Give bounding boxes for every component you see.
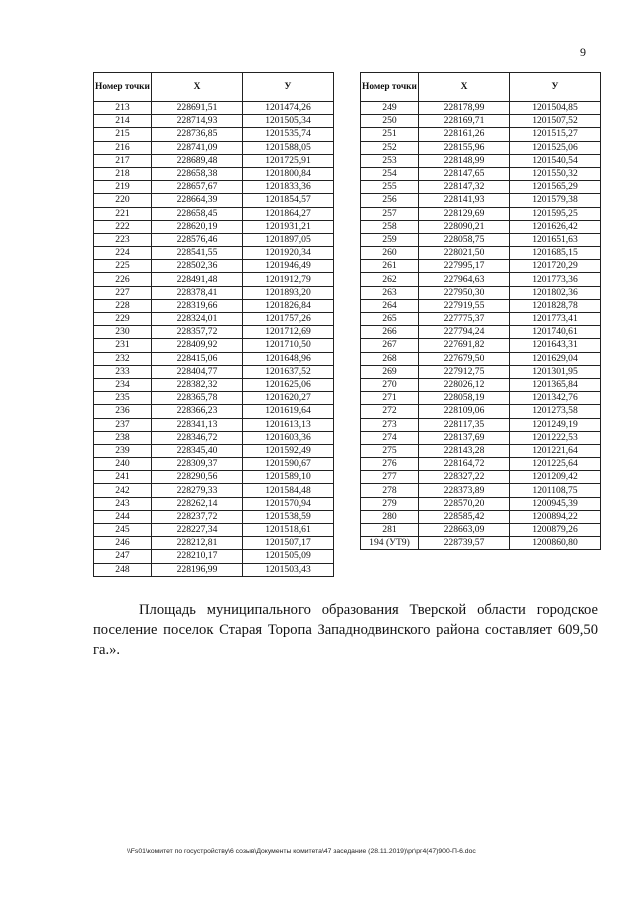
table-row bbox=[94, 154, 334, 167]
y-coordinate-cell: 1201931,21 bbox=[243, 220, 334, 233]
x-coordinate-cell: 228169,71 bbox=[419, 115, 510, 128]
point-number-cell: 216 bbox=[94, 141, 152, 154]
point-number-cell: 247 bbox=[94, 550, 152, 563]
x-coordinate-cell: 228196,99 bbox=[152, 563, 243, 576]
table-row bbox=[94, 510, 334, 523]
point-number-cell: 257 bbox=[361, 207, 419, 220]
table-row bbox=[94, 378, 334, 391]
x-coordinate-cell: 227691,82 bbox=[419, 339, 510, 352]
table-row bbox=[361, 405, 601, 418]
x-coordinate-cell: 228404,77 bbox=[152, 365, 243, 378]
y-coordinate-cell: 1201225,64 bbox=[510, 458, 601, 471]
x-coordinate-cell: 228689,48 bbox=[152, 154, 243, 167]
table-row bbox=[94, 537, 334, 550]
table-row bbox=[94, 220, 334, 233]
y-coordinate-cell: 1201588,05 bbox=[243, 141, 334, 154]
table-row bbox=[94, 313, 334, 326]
document-file-path: \\Fs01\комитет по госустройству\6 созыв\Документы комитета\47 заседание (28.11.2019)\рг\рг4(47)900-П-6.doc bbox=[127, 848, 476, 855]
table-row bbox=[361, 220, 601, 233]
y-coordinate-cell: 1201651,63 bbox=[510, 233, 601, 246]
y-coordinate-cell: 1201249,19 bbox=[510, 418, 601, 431]
table-row bbox=[361, 444, 601, 457]
header-x: X bbox=[419, 73, 510, 102]
y-coordinate-cell: 1201712,69 bbox=[243, 326, 334, 339]
header-x: X bbox=[152, 73, 243, 102]
point-number-cell: 250 bbox=[361, 115, 419, 128]
y-coordinate-cell: 1201503,43 bbox=[243, 563, 334, 576]
point-number-cell: 240 bbox=[94, 458, 152, 471]
table-row bbox=[94, 444, 334, 457]
y-coordinate-cell: 1201221,64 bbox=[510, 444, 601, 457]
point-number-cell: 268 bbox=[361, 352, 419, 365]
x-coordinate-cell: 228279,33 bbox=[152, 484, 243, 497]
x-coordinate-cell: 228366,23 bbox=[152, 405, 243, 418]
x-coordinate-cell: 228664,39 bbox=[152, 194, 243, 207]
point-number-cell: 265 bbox=[361, 313, 419, 326]
coordinates-table-left bbox=[93, 72, 334, 577]
table-row bbox=[94, 326, 334, 339]
x-coordinate-cell: 228178,99 bbox=[419, 102, 510, 115]
table-row bbox=[94, 260, 334, 273]
point-number-cell: 225 bbox=[94, 260, 152, 273]
y-coordinate-cell: 1200860,80 bbox=[510, 537, 601, 550]
point-number-cell: 244 bbox=[94, 510, 152, 523]
area-statement-paragraph: Площадь муниципального образования Тверской области городское поселение поселок Старая Торопа Западнодвинского района составляет 609,50 га.». bbox=[93, 602, 598, 658]
y-coordinate-cell: 1201826,84 bbox=[243, 299, 334, 312]
table-row bbox=[361, 260, 601, 273]
table-row bbox=[361, 458, 601, 471]
x-coordinate-cell: 228164,72 bbox=[419, 458, 510, 471]
point-number-cell: 260 bbox=[361, 247, 419, 260]
x-coordinate-cell: 228210,17 bbox=[152, 550, 243, 563]
y-coordinate-cell: 1201525,06 bbox=[510, 141, 601, 154]
table-row bbox=[94, 563, 334, 576]
y-coordinate-cell: 1201613,13 bbox=[243, 418, 334, 431]
y-coordinate-cell: 1201365,84 bbox=[510, 378, 601, 391]
point-number-cell: 261 bbox=[361, 260, 419, 273]
table-header-row bbox=[361, 73, 601, 102]
point-number-cell: 274 bbox=[361, 431, 419, 444]
x-coordinate-cell: 228658,45 bbox=[152, 207, 243, 220]
point-number-cell: 217 bbox=[94, 154, 152, 167]
x-coordinate-cell: 228491,48 bbox=[152, 273, 243, 286]
x-coordinate-cell: 228058,19 bbox=[419, 392, 510, 405]
point-number-cell: 248 bbox=[94, 563, 152, 576]
y-coordinate-cell: 1201912,79 bbox=[243, 273, 334, 286]
x-coordinate-cell: 227919,55 bbox=[419, 299, 510, 312]
y-coordinate-cell: 1201802,36 bbox=[510, 286, 601, 299]
point-number-cell: 222 bbox=[94, 220, 152, 233]
point-number-cell: 263 bbox=[361, 286, 419, 299]
table-row bbox=[361, 510, 601, 523]
y-coordinate-cell: 1201710,50 bbox=[243, 339, 334, 352]
table-row bbox=[94, 128, 334, 141]
y-coordinate-cell: 1201507,52 bbox=[510, 115, 601, 128]
table-row bbox=[94, 273, 334, 286]
point-number-cell: 215 bbox=[94, 128, 152, 141]
y-coordinate-cell: 1201590,67 bbox=[243, 458, 334, 471]
y-coordinate-cell: 1201301,95 bbox=[510, 365, 601, 378]
point-number-cell: 259 bbox=[361, 233, 419, 246]
y-coordinate-cell: 1201507,17 bbox=[243, 537, 334, 550]
y-coordinate-cell: 1201515,27 bbox=[510, 128, 601, 141]
point-number-cell: 194 (УТ9) bbox=[361, 537, 419, 550]
y-coordinate-cell: 1201620,27 bbox=[243, 392, 334, 405]
x-coordinate-cell: 228155,96 bbox=[419, 141, 510, 154]
y-coordinate-cell: 1201505,34 bbox=[243, 115, 334, 128]
table-row bbox=[94, 550, 334, 563]
y-coordinate-cell: 1201540,54 bbox=[510, 154, 601, 167]
point-number-cell: 229 bbox=[94, 313, 152, 326]
point-number-cell: 233 bbox=[94, 365, 152, 378]
x-coordinate-cell: 228147,65 bbox=[419, 167, 510, 180]
table-row bbox=[94, 141, 334, 154]
y-coordinate-cell: 1201504,85 bbox=[510, 102, 601, 115]
y-coordinate-cell: 1201725,91 bbox=[243, 154, 334, 167]
table-row bbox=[361, 339, 601, 352]
point-number-cell: 234 bbox=[94, 378, 152, 391]
y-coordinate-cell: 1201854,57 bbox=[243, 194, 334, 207]
x-coordinate-cell: 228415,06 bbox=[152, 352, 243, 365]
y-coordinate-cell: 1201893,20 bbox=[243, 286, 334, 299]
x-coordinate-cell: 228365,78 bbox=[152, 392, 243, 405]
x-coordinate-cell: 227679,50 bbox=[419, 352, 510, 365]
x-coordinate-cell: 228026,12 bbox=[419, 378, 510, 391]
table-row bbox=[94, 299, 334, 312]
point-number-cell: 214 bbox=[94, 115, 152, 128]
point-number-cell: 267 bbox=[361, 339, 419, 352]
table-row bbox=[361, 194, 601, 207]
table-row bbox=[361, 167, 601, 180]
y-coordinate-cell: 1201584,48 bbox=[243, 484, 334, 497]
table-row bbox=[361, 154, 601, 167]
y-coordinate-cell: 1201570,94 bbox=[243, 497, 334, 510]
y-coordinate-cell: 1201864,27 bbox=[243, 207, 334, 220]
table-row bbox=[361, 352, 601, 365]
header-y: У bbox=[243, 73, 334, 102]
y-coordinate-cell: 1200945,39 bbox=[510, 497, 601, 510]
table-row bbox=[94, 339, 334, 352]
point-number-cell: 277 bbox=[361, 471, 419, 484]
y-coordinate-cell: 1201828,78 bbox=[510, 299, 601, 312]
table-row bbox=[94, 418, 334, 431]
table-row bbox=[361, 273, 601, 286]
y-coordinate-cell: 1201626,42 bbox=[510, 220, 601, 233]
point-number-cell: 228 bbox=[94, 299, 152, 312]
x-coordinate-cell: 228357,72 bbox=[152, 326, 243, 339]
y-coordinate-cell: 1201579,38 bbox=[510, 194, 601, 207]
table-row bbox=[94, 405, 334, 418]
x-coordinate-cell: 228327,22 bbox=[419, 471, 510, 484]
x-coordinate-cell: 228576,46 bbox=[152, 233, 243, 246]
x-coordinate-cell: 228620,19 bbox=[152, 220, 243, 233]
y-coordinate-cell: 1201946,49 bbox=[243, 260, 334, 273]
point-number-cell: 219 bbox=[94, 181, 152, 194]
y-coordinate-cell: 1201538,59 bbox=[243, 510, 334, 523]
point-number-cell: 237 bbox=[94, 418, 152, 431]
x-coordinate-cell: 228741,09 bbox=[152, 141, 243, 154]
x-coordinate-cell: 228117,35 bbox=[419, 418, 510, 431]
x-coordinate-cell: 228021,50 bbox=[419, 247, 510, 260]
x-coordinate-cell: 227775,37 bbox=[419, 313, 510, 326]
x-coordinate-cell: 228373,89 bbox=[419, 484, 510, 497]
x-coordinate-cell: 228237,72 bbox=[152, 510, 243, 523]
table-row bbox=[361, 128, 601, 141]
y-coordinate-cell: 1201685,15 bbox=[510, 247, 601, 260]
y-coordinate-cell: 1201222,53 bbox=[510, 431, 601, 444]
table-row bbox=[94, 431, 334, 444]
point-number-cell: 243 bbox=[94, 497, 152, 510]
page-number: 9 bbox=[580, 45, 586, 59]
point-number-cell: 238 bbox=[94, 431, 152, 444]
x-coordinate-cell: 228161,26 bbox=[419, 128, 510, 141]
table-row bbox=[94, 286, 334, 299]
table-row bbox=[94, 247, 334, 260]
table-row bbox=[94, 524, 334, 537]
x-coordinate-cell: 228570,20 bbox=[419, 497, 510, 510]
y-coordinate-cell: 1201643,31 bbox=[510, 339, 601, 352]
table-row bbox=[361, 497, 601, 510]
point-number-cell: 266 bbox=[361, 326, 419, 339]
table-row bbox=[94, 497, 334, 510]
y-coordinate-cell: 1201625,06 bbox=[243, 378, 334, 391]
x-coordinate-cell: 228090,21 bbox=[419, 220, 510, 233]
table-row bbox=[94, 484, 334, 497]
x-coordinate-cell: 228148,99 bbox=[419, 154, 510, 167]
table-row bbox=[361, 286, 601, 299]
point-number-cell: 251 bbox=[361, 128, 419, 141]
table-row bbox=[361, 471, 601, 484]
x-coordinate-cell: 228378,41 bbox=[152, 286, 243, 299]
point-number-cell: 275 bbox=[361, 444, 419, 457]
y-coordinate-cell: 1201740,61 bbox=[510, 326, 601, 339]
y-coordinate-cell: 1201833,36 bbox=[243, 181, 334, 194]
table-row bbox=[94, 458, 334, 471]
x-coordinate-cell: 228691,51 bbox=[152, 102, 243, 115]
point-number-cell: 271 bbox=[361, 392, 419, 405]
x-coordinate-cell: 228143,28 bbox=[419, 444, 510, 457]
x-coordinate-cell: 228658,38 bbox=[152, 167, 243, 180]
x-coordinate-cell: 228262,14 bbox=[152, 497, 243, 510]
x-coordinate-cell: 228212,81 bbox=[152, 537, 243, 550]
x-coordinate-cell: 227912,75 bbox=[419, 365, 510, 378]
table-row bbox=[94, 352, 334, 365]
point-number-cell: 245 bbox=[94, 524, 152, 537]
table-row bbox=[94, 181, 334, 194]
point-number-cell: 213 bbox=[94, 102, 152, 115]
point-number-cell: 231 bbox=[94, 339, 152, 352]
table-row bbox=[94, 207, 334, 220]
point-number-cell: 241 bbox=[94, 471, 152, 484]
point-number-cell: 232 bbox=[94, 352, 152, 365]
table-row bbox=[94, 167, 334, 180]
point-number-cell: 221 bbox=[94, 207, 152, 220]
x-coordinate-cell: 228058,75 bbox=[419, 233, 510, 246]
y-coordinate-cell: 1201920,34 bbox=[243, 247, 334, 260]
point-number-cell: 223 bbox=[94, 233, 152, 246]
table-row bbox=[361, 102, 601, 115]
table-row bbox=[361, 247, 601, 260]
x-coordinate-cell: 228409,92 bbox=[152, 339, 243, 352]
point-number-cell: 276 bbox=[361, 458, 419, 471]
x-coordinate-cell: 228341,13 bbox=[152, 418, 243, 431]
table-row bbox=[361, 537, 601, 550]
point-number-cell: 278 bbox=[361, 484, 419, 497]
x-coordinate-cell: 228137,69 bbox=[419, 431, 510, 444]
y-coordinate-cell: 1201897,05 bbox=[243, 233, 334, 246]
y-coordinate-cell: 1201535,74 bbox=[243, 128, 334, 141]
y-coordinate-cell: 1201800,84 bbox=[243, 167, 334, 180]
table-row bbox=[361, 431, 601, 444]
table-row bbox=[361, 299, 601, 312]
y-coordinate-cell: 1201592,49 bbox=[243, 444, 334, 457]
point-number-cell: 279 bbox=[361, 497, 419, 510]
y-coordinate-cell: 1201629,04 bbox=[510, 352, 601, 365]
x-coordinate-cell: 228382,32 bbox=[152, 378, 243, 391]
x-coordinate-cell: 228736,85 bbox=[152, 128, 243, 141]
x-coordinate-cell: 228541,55 bbox=[152, 247, 243, 260]
x-coordinate-cell: 228585,42 bbox=[419, 510, 510, 523]
table-row bbox=[94, 115, 334, 128]
x-coordinate-cell: 228147,32 bbox=[419, 181, 510, 194]
point-number-cell: 253 bbox=[361, 154, 419, 167]
y-coordinate-cell: 1200879,26 bbox=[510, 524, 601, 537]
point-number-cell: 254 bbox=[361, 167, 419, 180]
x-coordinate-cell: 228324,01 bbox=[152, 313, 243, 326]
table-row bbox=[361, 141, 601, 154]
point-number-cell: 227 bbox=[94, 286, 152, 299]
point-number-cell: 264 bbox=[361, 299, 419, 312]
point-number-cell: 239 bbox=[94, 444, 152, 457]
table-row bbox=[361, 115, 601, 128]
x-coordinate-cell: 227950,30 bbox=[419, 286, 510, 299]
table-row bbox=[361, 181, 601, 194]
point-number-cell: 230 bbox=[94, 326, 152, 339]
table-row bbox=[94, 365, 334, 378]
point-number-cell: 272 bbox=[361, 405, 419, 418]
point-number-cell: 224 bbox=[94, 247, 152, 260]
x-coordinate-cell: 228739,57 bbox=[419, 537, 510, 550]
y-coordinate-cell: 1200894,22 bbox=[510, 510, 601, 523]
y-coordinate-cell: 1201773,36 bbox=[510, 273, 601, 286]
y-coordinate-cell: 1201474,26 bbox=[243, 102, 334, 115]
y-coordinate-cell: 1201720,29 bbox=[510, 260, 601, 273]
table-row bbox=[361, 378, 601, 391]
point-number-cell: 273 bbox=[361, 418, 419, 431]
y-coordinate-cell: 1201637,52 bbox=[243, 365, 334, 378]
x-coordinate-cell: 228141,93 bbox=[419, 194, 510, 207]
x-coordinate-cell: 227995,17 bbox=[419, 260, 510, 273]
header-y: У bbox=[510, 73, 601, 102]
table-row bbox=[94, 392, 334, 405]
table-row bbox=[361, 392, 601, 405]
y-coordinate-cell: 1201773,41 bbox=[510, 313, 601, 326]
x-coordinate-cell: 228227,34 bbox=[152, 524, 243, 537]
table-row bbox=[361, 313, 601, 326]
table-row bbox=[94, 102, 334, 115]
y-coordinate-cell: 1201342,76 bbox=[510, 392, 601, 405]
x-coordinate-cell: 227964,63 bbox=[419, 273, 510, 286]
y-coordinate-cell: 1201603,36 bbox=[243, 431, 334, 444]
x-coordinate-cell: 227794,24 bbox=[419, 326, 510, 339]
point-number-cell: 270 bbox=[361, 378, 419, 391]
table-row bbox=[361, 418, 601, 431]
table-row bbox=[361, 365, 601, 378]
y-coordinate-cell: 1201518,61 bbox=[243, 524, 334, 537]
y-coordinate-cell: 1201648,96 bbox=[243, 352, 334, 365]
point-number-cell: 226 bbox=[94, 273, 152, 286]
table-row bbox=[361, 207, 601, 220]
point-number-cell: 220 bbox=[94, 194, 152, 207]
point-number-cell: 281 bbox=[361, 524, 419, 537]
point-number-cell: 218 bbox=[94, 167, 152, 180]
table-row bbox=[94, 471, 334, 484]
y-coordinate-cell: 1201108,75 bbox=[510, 484, 601, 497]
y-coordinate-cell: 1201757,26 bbox=[243, 313, 334, 326]
x-coordinate-cell: 228309,37 bbox=[152, 458, 243, 471]
x-coordinate-cell: 228663,09 bbox=[419, 524, 510, 537]
x-coordinate-cell: 228346,72 bbox=[152, 431, 243, 444]
coordinates-table-right bbox=[360, 72, 601, 550]
x-coordinate-cell: 228345,40 bbox=[152, 444, 243, 457]
y-coordinate-cell: 1201595,25 bbox=[510, 207, 601, 220]
table-row bbox=[361, 484, 601, 497]
y-coordinate-cell: 1201565,29 bbox=[510, 181, 601, 194]
x-coordinate-cell: 228129,69 bbox=[419, 207, 510, 220]
x-coordinate-cell: 228502,36 bbox=[152, 260, 243, 273]
x-coordinate-cell: 228657,67 bbox=[152, 181, 243, 194]
table-row bbox=[94, 194, 334, 207]
point-number-cell: 235 bbox=[94, 392, 152, 405]
point-number-cell: 249 bbox=[361, 102, 419, 115]
point-number-cell: 258 bbox=[361, 220, 419, 233]
x-coordinate-cell: 228714,93 bbox=[152, 115, 243, 128]
y-coordinate-cell: 1201505,09 bbox=[243, 550, 334, 563]
point-number-cell: 242 bbox=[94, 484, 152, 497]
y-coordinate-cell: 1201273,58 bbox=[510, 405, 601, 418]
point-number-cell: 252 bbox=[361, 141, 419, 154]
y-coordinate-cell: 1201209,42 bbox=[510, 471, 601, 484]
point-number-cell: 280 bbox=[361, 510, 419, 523]
table-row bbox=[361, 326, 601, 339]
header-point-number: Номер точки bbox=[94, 73, 152, 102]
point-number-cell: 246 bbox=[94, 537, 152, 550]
header-point-number: Номер точки bbox=[361, 73, 419, 102]
x-coordinate-cell: 228290,56 bbox=[152, 471, 243, 484]
y-coordinate-cell: 1201550,32 bbox=[510, 167, 601, 180]
point-number-cell: 236 bbox=[94, 405, 152, 418]
table-row bbox=[94, 233, 334, 246]
table-row bbox=[361, 524, 601, 537]
point-number-cell: 262 bbox=[361, 273, 419, 286]
point-number-cell: 255 bbox=[361, 181, 419, 194]
point-number-cell: 269 bbox=[361, 365, 419, 378]
y-coordinate-cell: 1201589,10 bbox=[243, 471, 334, 484]
point-number-cell: 256 bbox=[361, 194, 419, 207]
table-row bbox=[361, 233, 601, 246]
table-header-row bbox=[94, 73, 334, 102]
x-coordinate-cell: 228319,66 bbox=[152, 299, 243, 312]
y-coordinate-cell: 1201619,64 bbox=[243, 405, 334, 418]
x-coordinate-cell: 228109,06 bbox=[419, 405, 510, 418]
